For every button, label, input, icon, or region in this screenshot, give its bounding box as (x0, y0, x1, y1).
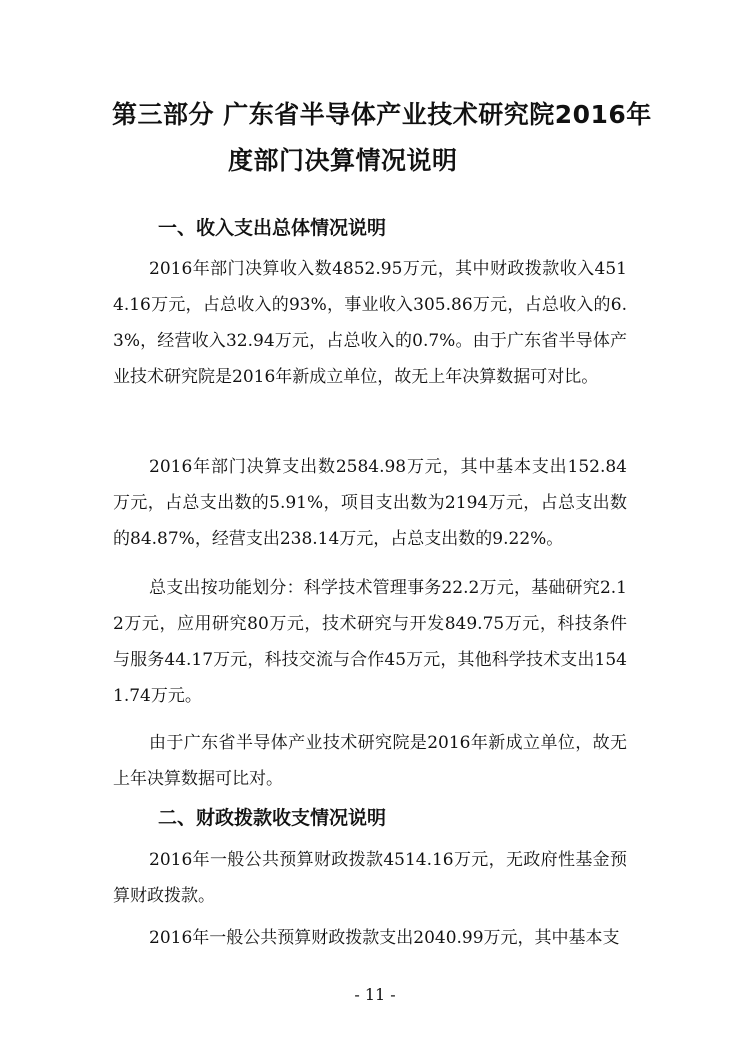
document-title (112, 92, 652, 184)
section-heading-fiscal-appropriation: 二、财政拨款收支情况说明 (158, 807, 387, 829)
paragraph-no-comparison: 由于广东省半导体产业技术研究院是2016年新成立单位，故无上年决算数据可比对。 (113, 733, 627, 789)
paragraph-expenditure: 2016年部门决算支出数2584.98万元，其中基本支出152.84万元，占总支出数的5.91%，项目支出数为2194万元，占总支出数的84.87%，经营支出238.14万元，占总支出数的9.22%。 (113, 457, 627, 549)
title-line-2: 度部门决算情况说明 (228, 146, 458, 175)
page-number: - 11 - (354, 985, 396, 1004)
paragraph-appropriation-income: 2016年一般公共预算财政拨款4514.16万元，无政府性基金预算财政拨款。 (113, 850, 627, 906)
section-heading-income-expenditure: 一、收入支出总体情况说明 (158, 217, 387, 239)
title-line-1: 第三部分 广东省半导体产业技术研究院2016年 (112, 100, 652, 129)
paragraph-income: 2016年部门决算收入数4852.95万元，其中财政拨款收入4514.16万元，占总收入的93%，事业收入305.86万元，占总收入的6.3%，经营收入32.94万元，占总收入的0.7%。由于广东省半导体产业技术研究院是2016年新成立单位，故无上年决算数据可对比。 (113, 259, 627, 387)
paragraph-appropriation-expenditure: 2016年一般公共预算财政拨款支出2040.99万元，其中基本支 (149, 928, 620, 948)
paragraph-function-breakdown: 总支出按功能划分：科学技术管理事务22.2万元，基础研究2.12万元，应用研究80万元，技术研究与开发849.75万元，科技条件与服务44.17万元，科技交流与合作45万元，其他科学技术支出1541.74万元。 (113, 578, 627, 706)
